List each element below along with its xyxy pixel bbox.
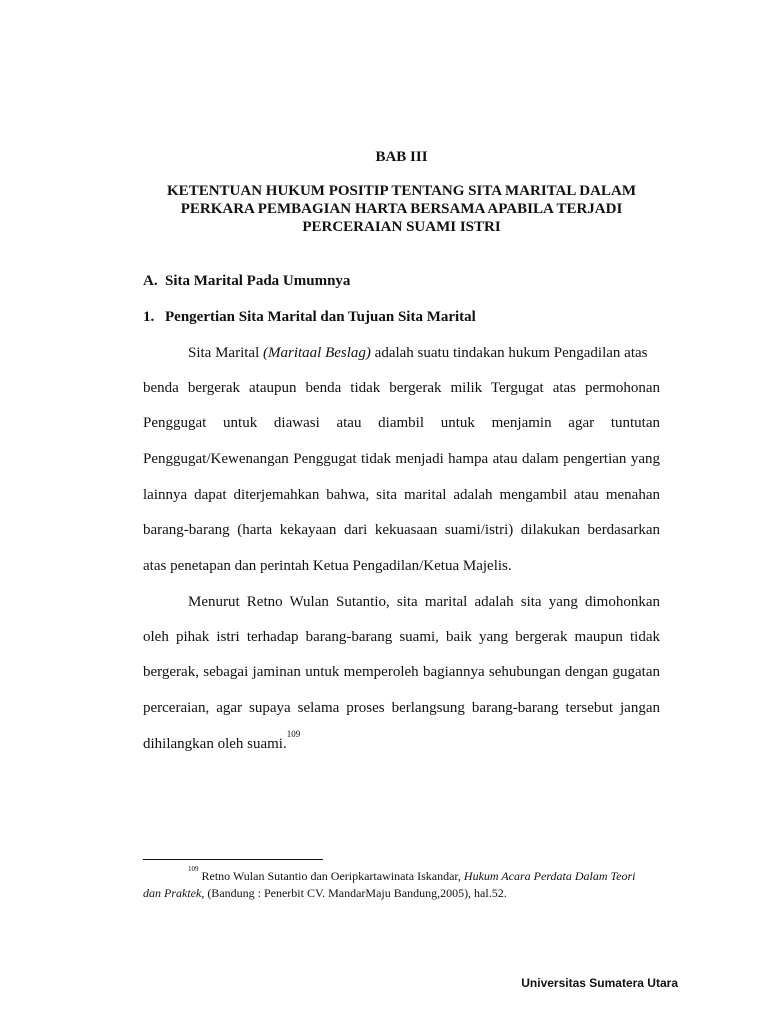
footnote-divider — [143, 859, 323, 860]
section-title: Sita Marital Pada Umumnya — [165, 273, 351, 289]
paragraph-line: Penggugat/Kewenangan Penggugat tidak menjadi hampa atau dalam pengertian yang — [143, 451, 660, 467]
title-line: KETENTUAN HUKUM POSITIP TENTANG SITA MARITAL DALAM — [167, 183, 636, 199]
paragraph-line: bergerak, sebagai jaminan untuk memperoleh bagiannya sehubungan dengan gugatan — [143, 664, 660, 680]
subsection-heading-1 — [143, 308, 476, 326]
footnote-line — [143, 865, 660, 885]
paragraph-line — [143, 344, 660, 362]
text-run: dihilangkan oleh suami. — [143, 736, 287, 752]
text-run: adalah suatu tindakan hukum Pengadilan atas — [370, 345, 648, 361]
text-run: Sita Marital — [188, 345, 263, 361]
text-run: Retno Wulan Sutantio dan Oeripkartawinata Iskandar, — [198, 869, 464, 883]
chapter-heading: BAB III — [375, 149, 428, 165]
paragraph-line: perceraian, agar supaya selama proses berlangsung barang-barang tersebut jangan — [143, 700, 660, 716]
text-run: , (Bandung : Penerbit CV. MandarMaju Bandung,2005), hal.52. — [201, 886, 507, 900]
italic-title: Hukum Acara Perdata Dalam Teori — [463, 869, 636, 883]
footnote-reference[interactable]: 109 — [286, 729, 301, 739]
section-number: A. — [143, 273, 158, 289]
paragraph-line: atas penetapan dan perintah Ketua Pengadilan/Ketua Majelis. — [143, 558, 512, 574]
italic-term: (Maritaal Beslag) — [263, 345, 371, 361]
title-line: PERCERAIAN SUAMI ISTRI — [302, 219, 501, 235]
paragraph-line: barang-barang (harta kekayaan dari kekuasaan suami/istri) dilakukan berdasarkan — [143, 522, 660, 538]
chapter-title — [143, 182, 660, 236]
university-footer: Universitas Sumatera Utara — [521, 976, 678, 990]
footnote-line — [143, 885, 660, 902]
italic-title: dan Praktek — [143, 886, 202, 900]
paragraph-line — [143, 729, 660, 753]
paragraph-line: lainnya dapat diterjemahkan bahwa, sita marital adalah mengambil atau menahan — [143, 487, 660, 503]
section-title: Pengertian Sita Marital dan Tujuan Sita Marital — [165, 309, 476, 325]
paragraph-line: Menurut Retno Wulan Sutantio, sita marital adalah sita yang dimohonkan — [188, 594, 660, 610]
footnote-number: 109 — [188, 865, 199, 873]
paragraph-line: Penggugat untuk diawasi atau diambil untuk menjamin agar tuntutan — [143, 415, 660, 431]
title-line: PERKARA PEMBAGIAN HARTA BERSAMA APABILA TERJADI — [180, 201, 623, 217]
section-number: 1. — [143, 309, 155, 325]
section-heading-a — [143, 272, 350, 290]
paragraph-line: oleh pihak istri terhadap barang-barang suami, baik yang bergerak maupun tidak — [143, 629, 660, 645]
paragraph-line: benda bergerak ataupun benda tidak bergerak milik Tergugat atas permohonan — [143, 380, 660, 396]
